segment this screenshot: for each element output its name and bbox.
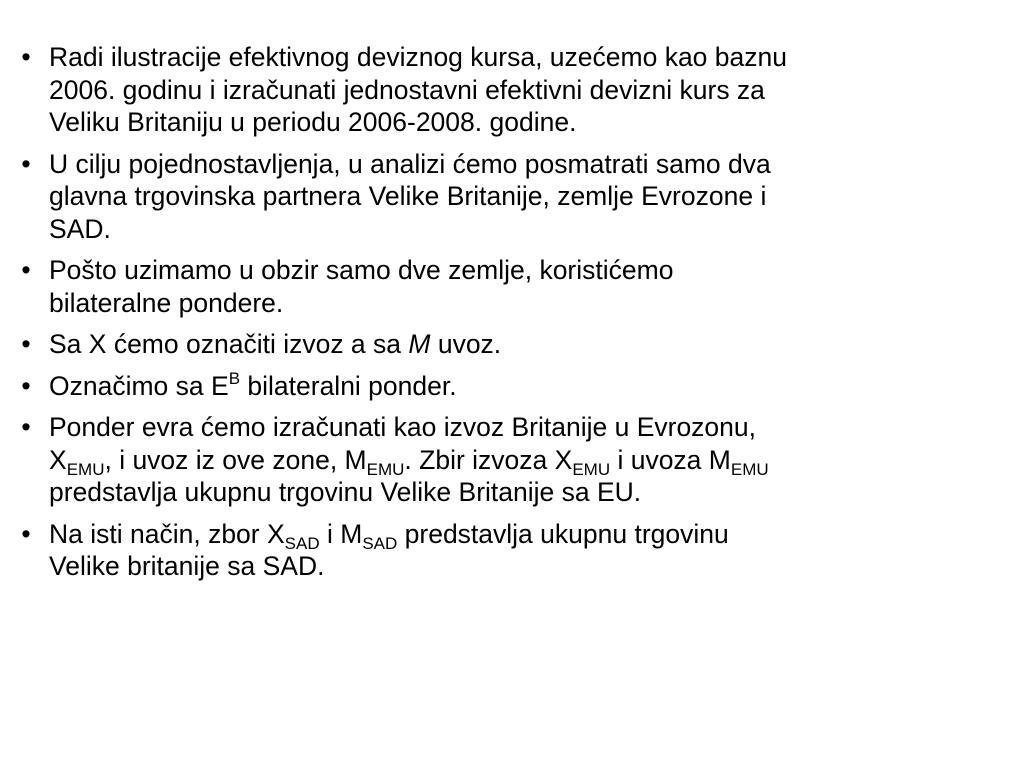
bullet-item-1 xyxy=(16,41,1016,139)
bullet-list xyxy=(16,41,1016,592)
text-run: i M xyxy=(319,518,363,549)
bullet-line xyxy=(49,444,1016,477)
bullet-line: bilateralne pondere. xyxy=(49,287,284,318)
bullet-marker: • xyxy=(21,255,31,285)
bullet-line: Ponder evra ćemo izračunati kao izvoz Britanije u Evrozonu, xyxy=(49,412,757,442)
superscript: B xyxy=(228,368,241,388)
bullet-line: glavna trgovinska partnera Velike Britanije, zemlje Evrozone i xyxy=(49,181,767,211)
text-run: , i uvoz iz ove zone, M xyxy=(104,444,367,475)
bullet-line xyxy=(49,518,1016,551)
bullet-line: Velike britanije sa SAD. xyxy=(49,551,325,581)
subscript: SAD xyxy=(284,533,320,553)
text-run: uvoz. xyxy=(430,329,502,359)
italic-symbol-m: M xyxy=(408,329,431,359)
bullet-line: Pošto uzimamo u obzir samo dve zemlje, koristićemo xyxy=(49,255,674,285)
bullet-item-2 xyxy=(16,148,1016,246)
bullet-line xyxy=(49,328,1016,361)
bullet-item-5 xyxy=(16,370,1016,403)
bullet-line: 2006. godinu i izračunati jednostavni efektivni devizni kurs za xyxy=(49,74,765,105)
bullet-marker: • xyxy=(21,370,31,401)
text-run: Na isti način, zbor X xyxy=(49,518,285,549)
text-run: Označimo sa E xyxy=(49,370,229,401)
bullet-item-4 xyxy=(16,328,1016,361)
bullet-line: Radi ilustracije efektivnog deviznog kursa, uzećemo kao baznu xyxy=(49,42,787,72)
bullet-item-7 xyxy=(16,518,1016,583)
subscript: EMU xyxy=(366,459,405,479)
text-run: bilateralni ponder. xyxy=(240,370,457,401)
bullet-marker: • xyxy=(21,518,31,549)
bullet-marker: • xyxy=(21,329,31,359)
subscript: EMU xyxy=(572,459,611,479)
subscript: SAD xyxy=(362,533,398,553)
bullet-marker: • xyxy=(21,42,31,72)
text-run: i uvoza M xyxy=(610,444,731,475)
bullet-line: U cilju pojednostavljenja, u analizi ćemo posmatrati samo dva xyxy=(49,148,771,179)
text-run: Sa X ćemo označiti izvoz a sa xyxy=(49,329,409,359)
bullet-marker: • xyxy=(21,412,31,442)
bullet-line: SAD. xyxy=(49,213,111,244)
bullet-item-3 xyxy=(16,254,1016,319)
text-run: . Zbir izvoza X xyxy=(404,444,573,475)
text-run: predstavlja ukupnu trgovinu xyxy=(397,518,729,549)
bullet-item-6 xyxy=(16,411,1016,509)
subscript: EMU xyxy=(66,459,105,479)
bullet-line: Veliku Britaniju u periodu 2006-2008. godine. xyxy=(49,107,577,137)
bullet-marker: • xyxy=(21,148,31,179)
bullet-line xyxy=(49,370,1016,403)
bullet-line: predstavlja ukupnu trgovinu Velike Britanije sa EU. xyxy=(49,477,642,507)
text-run: X xyxy=(49,444,67,475)
subscript: EMU xyxy=(730,459,769,479)
